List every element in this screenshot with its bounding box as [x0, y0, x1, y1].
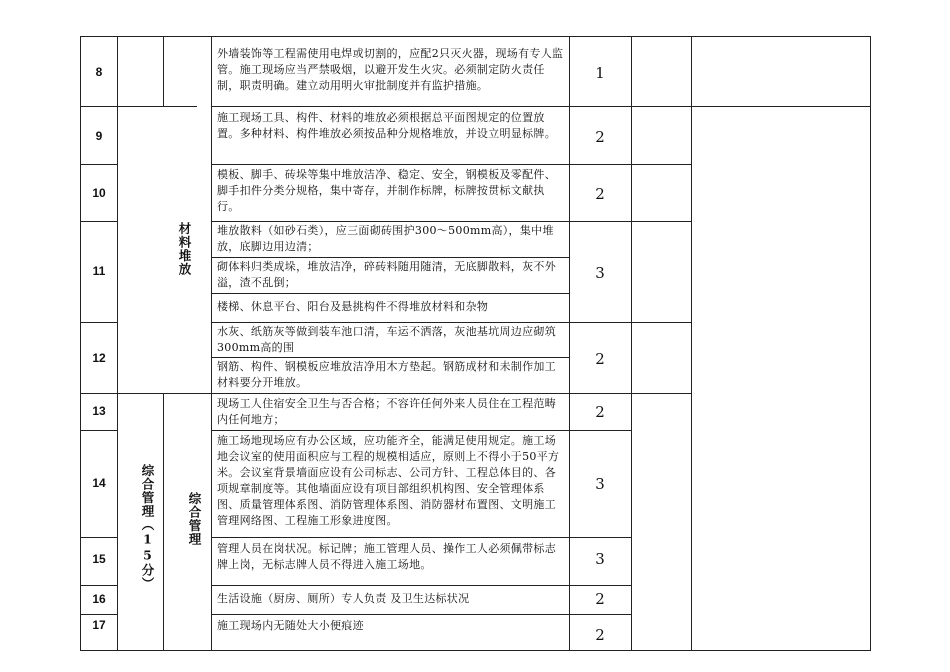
- table-right-border: [870, 36, 871, 651]
- category-mgmt-inner: 综合管理: [187, 492, 202, 546]
- column-divider: [631, 36, 632, 651]
- row-content: 水灰、纸筋灰等做到装车池口清，车运不洒落，灰池基坑周边应砌筑300mm高的围: [217, 325, 556, 354]
- row-number: 17: [92, 618, 106, 632]
- sub-divider: [211, 357, 569, 358]
- row-divider: [80, 430, 117, 431]
- row-number: 9: [95, 129, 103, 143]
- row-content: 钢筋、构件、钢模板应堆放洁净用木方垫起。钢筋成材和未制作加工材料要分开堆放。: [217, 360, 556, 389]
- column-divider: [163, 393, 164, 651]
- row-content: 现场工人住宿安全卫生与否合格；不容许任何外来人员住在工程范畴内任何地方；: [217, 397, 556, 426]
- row-number: 16: [92, 592, 106, 606]
- row-content: 施工现场内无随处大小便痕迹: [217, 619, 364, 632]
- row-divider: [80, 164, 117, 165]
- row-content: 楼梯、休息平台、阳台及悬挑构件不得堆放材料和杂物: [217, 300, 489, 313]
- row-score: 1: [595, 64, 605, 82]
- row-divider: [80, 221, 117, 222]
- section-divider: [80, 393, 691, 394]
- row-number: 13: [92, 404, 106, 418]
- category-mgmt-outer: 综合管理（15分）: [140, 464, 155, 591]
- row-divider: [211, 430, 631, 431]
- row-content: 施工场地现场应有办公区域，应功能齐全，能满足使用规定。施工场地会议室的使用面积应与工程的规模相适应，原则上不得小于50平方米。会议室背景墙面应设有公司标志、公司方针、工程总体目的、各项规章制度等。其他墙面应设有项目部组织机构图、安全管理体系图、质量管理体系图、消防管理体系图、消防器材布置图、文明施工管理网络图、工程施工形象进度图。: [217, 434, 560, 527]
- row-number: 12: [92, 351, 106, 365]
- row-score: 2: [595, 403, 605, 421]
- row-content: 模板、脚手、砖垛等集中堆放洁净、稳定、安全，钢模板及零配件、脚手扣件分类分规格，集中寄存，并制作标牌，标牌按贯标文献执行。: [217, 168, 556, 213]
- row-divider: [211, 322, 691, 323]
- row-divider: [211, 614, 631, 615]
- table-bottom-border: [80, 650, 871, 651]
- row-score: 3: [595, 550, 605, 568]
- column-divider: [163, 36, 164, 107]
- row-divider: [80, 106, 197, 107]
- row-score: 2: [595, 185, 605, 203]
- row-divider: [211, 106, 871, 107]
- row-score: 2: [595, 590, 605, 608]
- row-score: 2: [595, 128, 605, 146]
- row-content: 砌体料归类成垛，堆放洁净，碎砖料随用随清，无底脚散料，灰不外溢，渣不乱倒；: [217, 260, 556, 289]
- row-divider: [80, 585, 117, 586]
- row-content: 管理人员在岗状况。标记牌；施工管理人员、操作工人必须佩带标志牌上岗，无标志牌人员不得进入施工场地。: [217, 542, 556, 571]
- row-content: 堆放散料（如砂石类），应三面砌砖围护300～500mm高），集中堆放，底脚边用边清；: [217, 224, 554, 253]
- row-divider: [80, 537, 117, 538]
- row-number: 8: [95, 65, 103, 79]
- row-divider: [80, 322, 117, 323]
- sub-divider: [211, 293, 569, 294]
- row-score: 2: [595, 350, 605, 368]
- column-divider: [117, 36, 118, 651]
- row-divider: [211, 585, 631, 586]
- row-score: 3: [595, 475, 605, 493]
- row-divider: [80, 614, 117, 615]
- sub-divider: [211, 257, 569, 258]
- column-divider: [691, 36, 692, 651]
- row-number: 10: [92, 186, 106, 200]
- row-number: 15: [92, 552, 106, 566]
- row-content: 外墙装饰等工程需使用电焊或切割的，应配2只灭火器，现场有专人监管。施工现场应当严禁吸烟，以避开发生火灾。必须制定防火责任制，职责明确。建立动用明火审批制度并有监护措施。: [217, 47, 564, 92]
- row-content: 生活设施（厨房、厕所）专人负责 及卫生达标状况: [217, 592, 470, 605]
- table-top-border: [80, 36, 871, 37]
- row-number: 11: [92, 264, 106, 278]
- row-score: 2: [595, 626, 605, 644]
- row-divider: [211, 537, 631, 538]
- row-divider: [211, 164, 691, 165]
- row-number: 14: [92, 476, 106, 490]
- column-divider: [211, 36, 212, 651]
- category-materials: 材料堆放: [177, 222, 192, 276]
- row-content: 施工现场工具、构件、材料的堆放必须根据总平面图规定的位置放置。多种材料、构件堆放必须按品种分规格堆放，并设立明显标牌。: [217, 111, 556, 140]
- row-divider: [211, 221, 691, 222]
- row-score: 3: [595, 264, 605, 282]
